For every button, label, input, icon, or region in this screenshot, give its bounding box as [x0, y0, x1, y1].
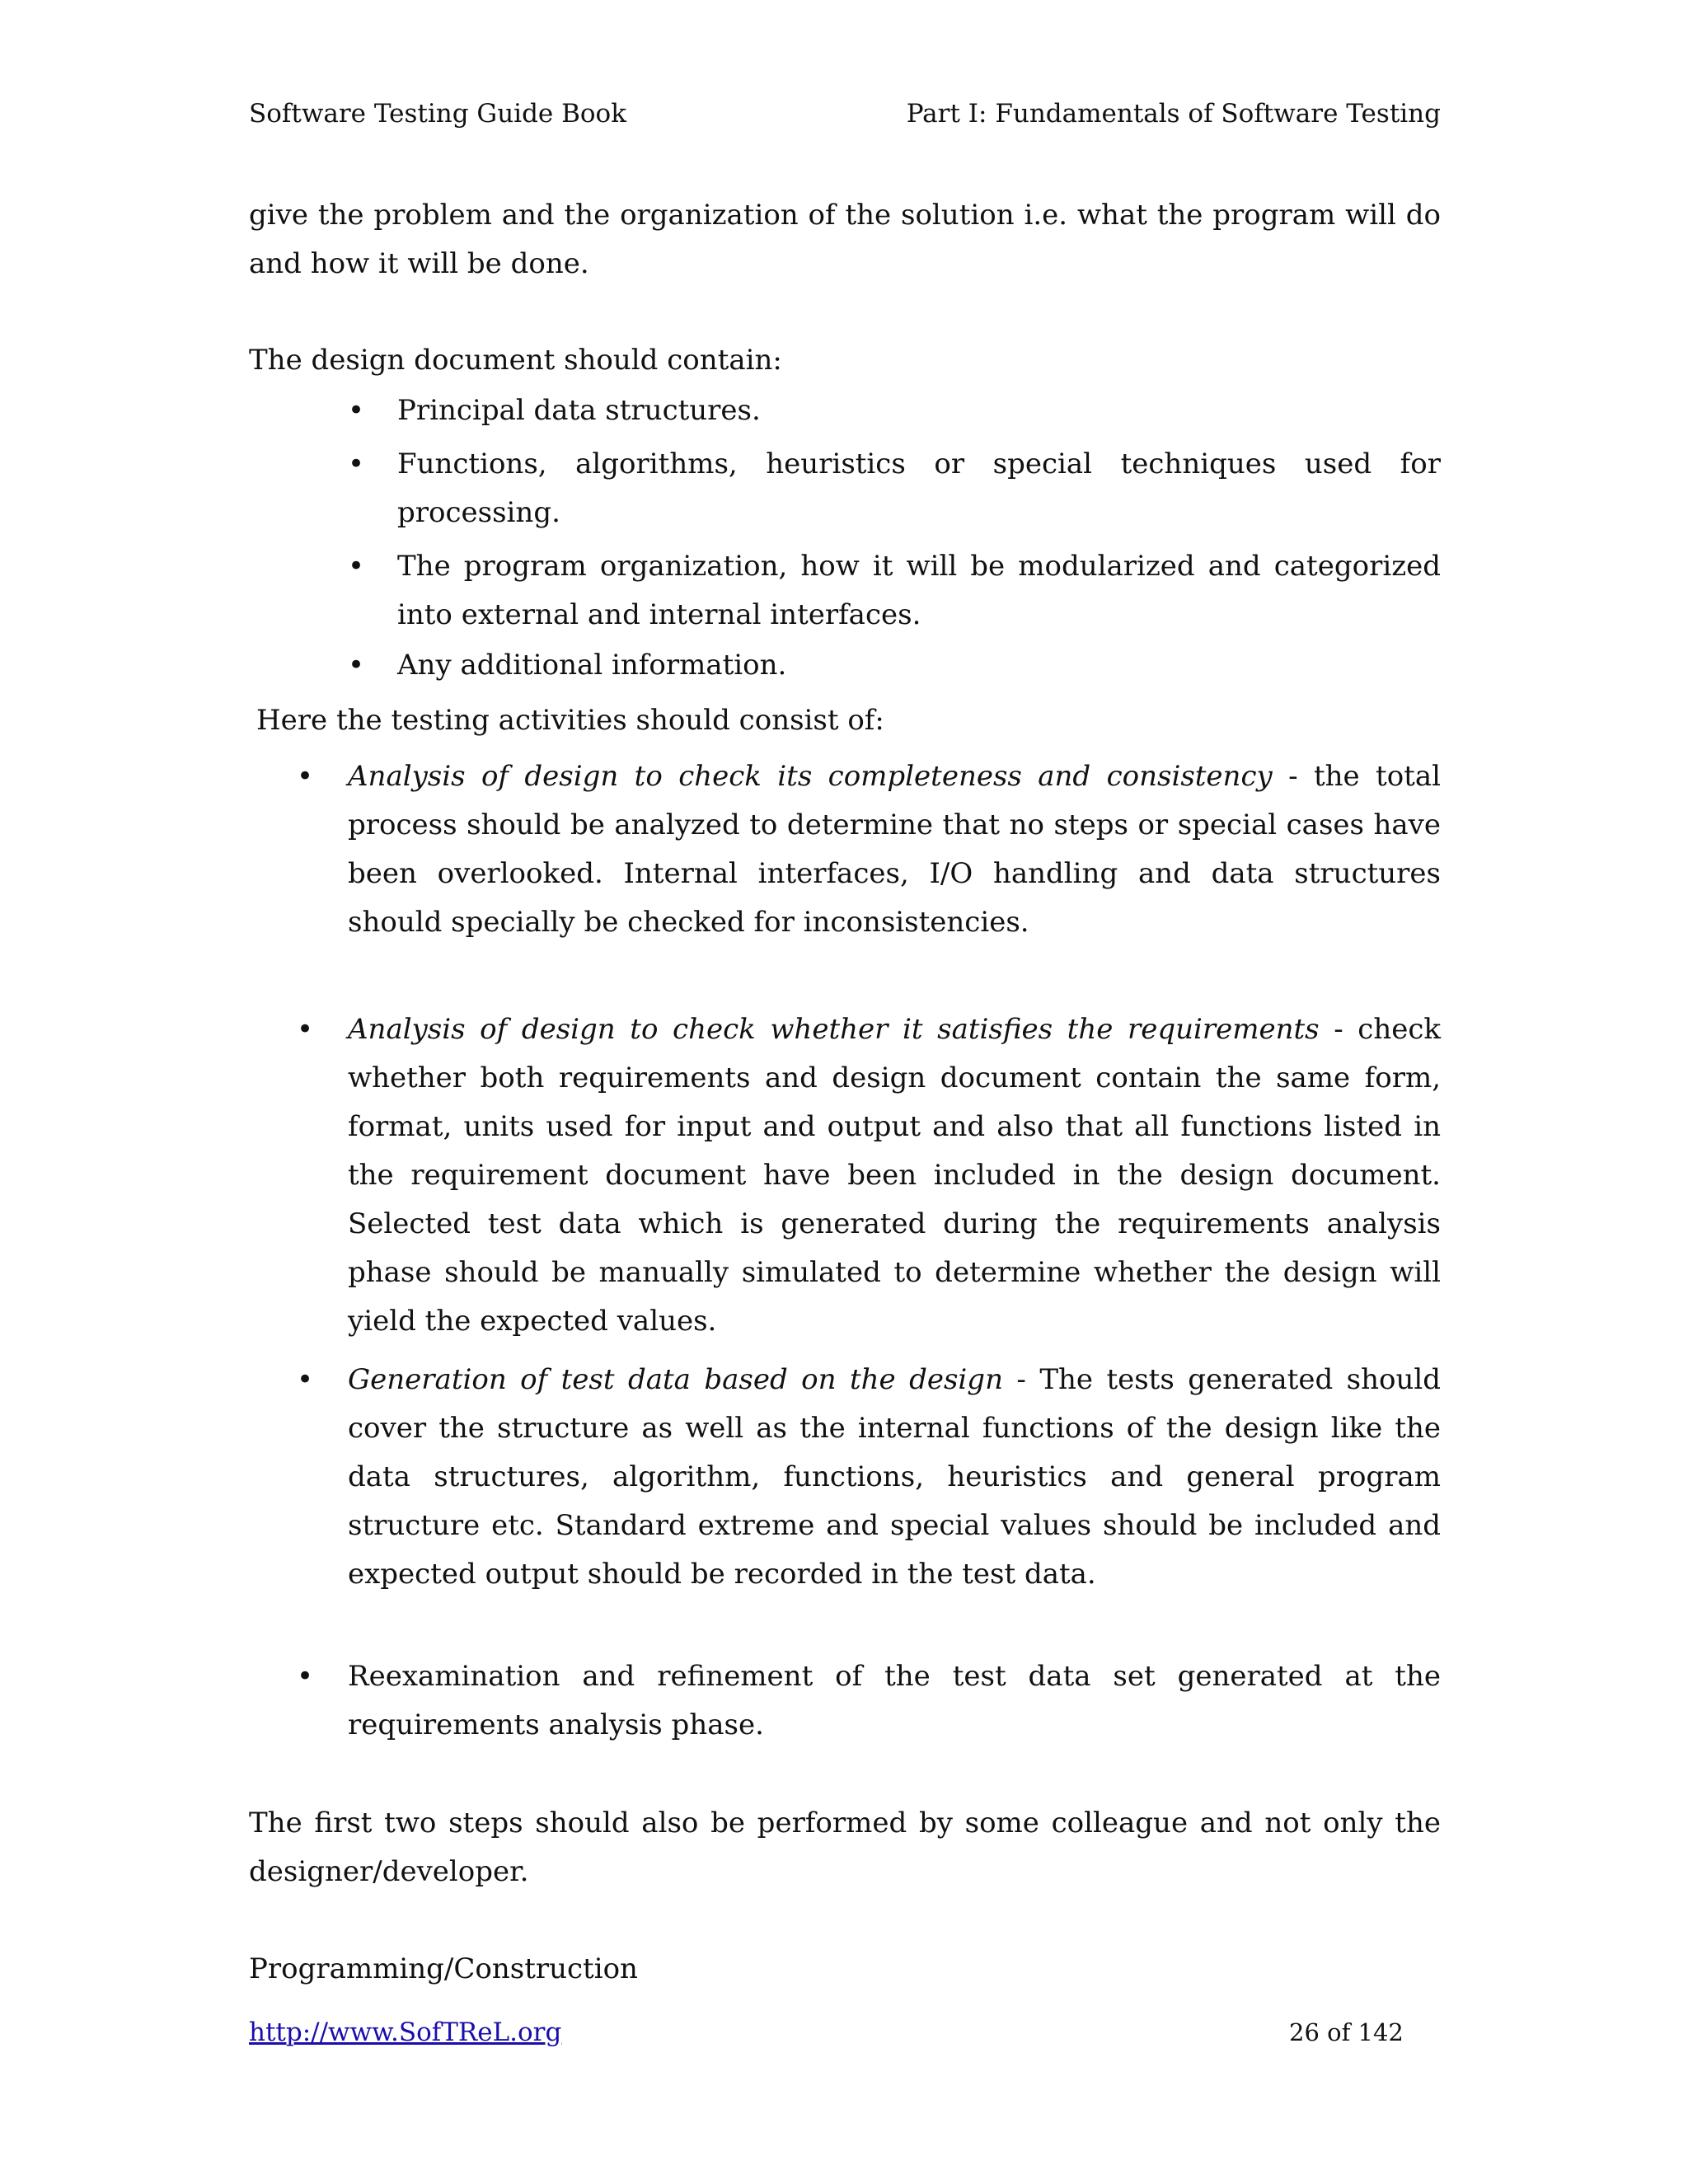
intro-paragraph [249, 191, 1441, 288]
testing-item-body: - The tests generated should cover the structure as well as the internal functions of the design like the data structures, algorithm, functions, heuristics and general program structure etc. Standard extreme and special values should be included and expected output should be recorded in the test data. [348, 1363, 1441, 1591]
testing-item-body: - check whether both requirements and design document contain the same form, format, units used for input and output and also that all functions listed in the requirement document have been included in the design document. Selected test data which is generated during the requirements analysis phase should be manually simulated to determine whether the design will yield the expected values. [348, 1013, 1442, 1338]
design-list-item [348, 387, 1441, 435]
design-list-item [348, 641, 1441, 690]
design-heading [249, 336, 1441, 385]
testing-heading [256, 696, 1448, 745]
testing-item-text [348, 752, 1441, 947]
intro-paragraph-text: give the problem and the organization of the solution i.e. what the program will do and how it will be done. [249, 199, 1441, 280]
bullet-icon: • [297, 1363, 314, 1396]
testing-item-text [348, 1652, 1441, 1750]
page-header [249, 97, 1441, 130]
section-heading-text: Programming/Construction [249, 1952, 638, 1985]
bullet-icon: • [348, 550, 365, 583]
bullet-icon: • [297, 760, 314, 793]
testing-item-1 [297, 752, 1441, 947]
bullet-icon: • [348, 649, 365, 682]
design-item-text: Principal data structures. [397, 394, 761, 427]
testing-item-title: Analysis of design to check its completeness and consistency [348, 760, 1273, 793]
testing-item-body: Reexamination and refinement of the test data set generated at the requirements analysis phase. [348, 1660, 1441, 1741]
bullet-icon: • [297, 1660, 314, 1693]
header-part-title: Part I: Fundamentals of Software Testing [906, 99, 1441, 129]
testing-item-title: Generation of test data based on the design [348, 1363, 1003, 1396]
design-heading-text: The design document should contain: [249, 344, 782, 377]
section-heading [249, 1945, 1441, 1994]
bullet-icon: • [348, 448, 365, 480]
testing-item-3 [297, 1356, 1441, 1599]
testing-item-title: Analysis of design to check whether it satisfies the requirements [348, 1013, 1320, 1046]
testing-item-text [348, 1005, 1441, 1346]
design-item-text: Any additional information. [397, 649, 787, 682]
closing-paragraph [249, 1799, 1441, 1896]
footer-website-link[interactable]: http://www.SofTReL.org [249, 2018, 562, 2047]
header-book-title: Software Testing Guide Book [249, 99, 627, 129]
bullet-icon: • [348, 394, 365, 427]
design-item-text: Functions, algorithms, heuristics or special techniques used for processing. [397, 448, 1441, 529]
design-item-text: The program organization, how it will be modularized and categorized into external and internal interfaces. [397, 550, 1441, 631]
design-list [348, 387, 1441, 690]
footer-page-number: 26 of 142 [1289, 2018, 1404, 2046]
testing-item-body: - the total process should be analyzed to determine that no steps or special cases have been overlooked. Internal interfaces, I/O handling and data structures should specially be checked for inconsistencies. [348, 760, 1441, 939]
testing-heading-text: Here the testing activities should consist of: [256, 704, 884, 737]
testing-item-2 [297, 1005, 1442, 1346]
design-list-item [348, 542, 1441, 640]
closing-paragraph-text: The first two steps should also be performed by some colleague and not only the designer/developer. [249, 1807, 1441, 1888]
bullet-icon: • [297, 1013, 314, 1046]
design-list-item [348, 440, 1441, 537]
testing-item-text [348, 1356, 1441, 1599]
testing-item-4 [297, 1652, 1441, 1750]
